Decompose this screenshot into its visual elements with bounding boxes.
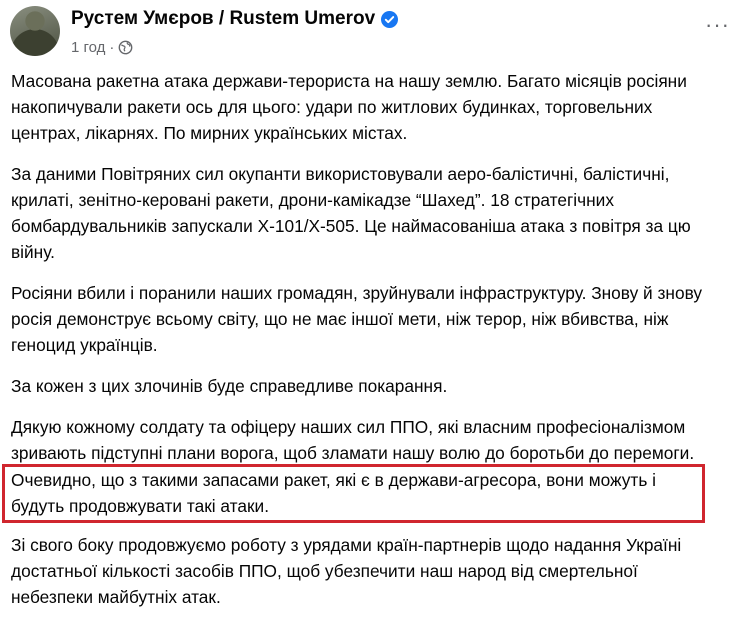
author-row — [71, 8, 398, 30]
post-timestamp[interactable]: 1 год — [71, 39, 106, 56]
post-paragraph: Масована ракетна атака держави-терориста на нашу землю. Багато місяців росіяни накопичували ракети ось для цього: удари по житлових будинках, торговельних центрах, лікарнях. По мирних українських містах. — [11, 71, 687, 143]
post-paragraph: Дякую кожному солдату та офіцеру наших сил ППО, які власним професіоналізмом зривають підступні плани ворога, щоб зламати нашу волю до боротьби до перемоги. — [11, 417, 695, 463]
post-paragraph: За даними Повітряних сил окупанти використовували аеро-балістичні, балістичні, крилаті, зенітно-керовані ракети, дрони-камікадзе “Шахед”. 18 стратегічних бомбардувальників запускали Х-101/Х-505. Це наймасованіша атака з повітря за цю війну. — [11, 164, 691, 262]
post-paragraph: Росіяни вбили і поранили наших громадян, зруйнували інфраструктуру. Знову й знову росія демонструє всьому світу, що не має іншої мети, ніж терор, ніж вбивства, ніж геноцид українців. — [11, 283, 703, 355]
post-header — [10, 6, 730, 62]
meta-separator: · — [109, 39, 115, 56]
highlighted-paragraph: Очевидно, що з такими запасами ракет, які є в держави-агресора, вони можуть і будуть продовжувати такі атаки. — [11, 470, 656, 516]
avatar[interactable] — [10, 6, 60, 56]
post-body — [11, 68, 723, 473]
author-name[interactable]: Рустем Умєров / Rustem Umerov — [71, 8, 376, 29]
post-paragraph: За кожен з цих злочинів буде справедливе покарання. — [11, 376, 448, 396]
more-options-icon[interactable]: ··· — [705, 12, 730, 37]
globe-icon[interactable] — [118, 40, 133, 55]
post-meta — [71, 39, 133, 56]
verified-badge-icon — [381, 11, 398, 28]
post-paragraph-final: Зі свого боку продовжуємо роботу з урядами країн-партнерів щодо надання Україні достатньої кількості засобів ППО, щоб убезпечити наш народ від смертельної небезпеки майбутніх атак. — [11, 535, 682, 607]
